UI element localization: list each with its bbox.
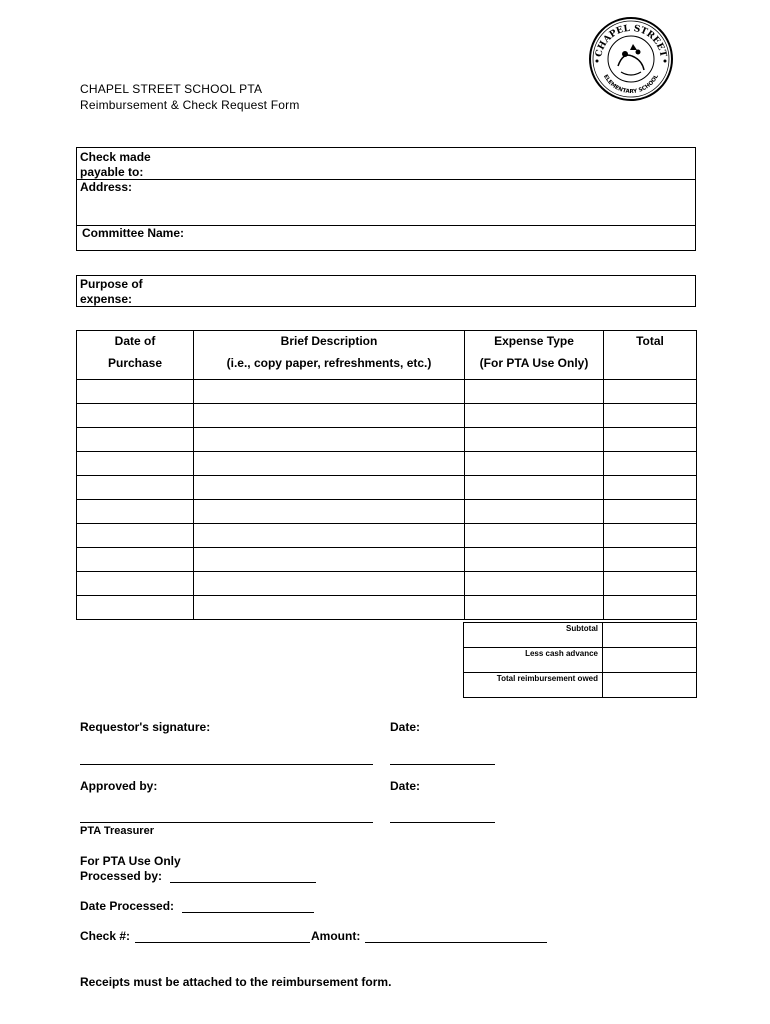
date-label-2: Date: — [390, 779, 421, 793]
total-owed-label: Total reimbursement owed — [464, 673, 603, 698]
logo-text-bottom: ELEMENTARY SCHOOL — [602, 73, 660, 96]
summary-table — [463, 622, 697, 698]
expense-table — [76, 330, 697, 620]
date-processed-label: Date Processed: — [80, 899, 175, 913]
date-label-1: Date: — [390, 720, 421, 734]
check-number-label: Check #: — [80, 929, 131, 943]
purpose-box — [76, 275, 696, 307]
form-title: Reimbursement & Check Request Form — [80, 98, 300, 112]
col-date-header: Date of Purchase — [77, 331, 194, 380]
table-row[interactable] — [77, 500, 697, 524]
table-row[interactable] — [77, 452, 697, 476]
pta-use-heading: For PTA Use Only — [80, 854, 181, 868]
check-number-line[interactable] — [135, 942, 310, 943]
col-expense-type-header: Expense Type (For PTA Use Only) — [465, 331, 604, 380]
col-description-header: Brief Description (i.e., copy paper, refreshments, etc.) — [194, 331, 465, 380]
approved-by-label: Approved by: — [80, 779, 158, 793]
table-row[interactable] — [77, 548, 697, 572]
table-row[interactable] — [77, 380, 697, 404]
table-row[interactable] — [77, 476, 697, 500]
payee-box — [76, 147, 696, 251]
col-total-header: Total — [604, 331, 697, 380]
table-row[interactable] — [77, 596, 697, 620]
svg-text:ELEMENTARY SCHOOL — [602, 73, 660, 95]
date-line-1[interactable] — [390, 764, 495, 765]
svg-text:CHAPEL STREET — [594, 24, 668, 59]
subtotal-label: Subtotal — [464, 623, 603, 648]
receipts-note: Receipts must be attached to the reimbursement form. — [80, 975, 392, 989]
table-row[interactable] — [77, 404, 697, 428]
expense-table-header — [77, 331, 697, 380]
requestor-signature-line[interactable] — [80, 764, 373, 765]
table-row[interactable] — [77, 428, 697, 452]
payable-to-label: Check made payable to: — [80, 150, 151, 179]
date-line-2[interactable] — [390, 822, 495, 823]
date-processed-line[interactable] — [182, 912, 314, 913]
table-row[interactable] — [77, 524, 697, 548]
amount-label: Amount: — [311, 929, 361, 943]
table-row[interactable] — [77, 572, 697, 596]
processed-by-line[interactable] — [170, 882, 316, 883]
processed-by-label: Processed by: — [80, 869, 163, 883]
subtotal-field[interactable] — [603, 623, 697, 648]
school-logo — [588, 16, 674, 102]
approved-signature-line[interactable] — [80, 822, 373, 823]
logo-text-top: CHAPEL STREET — [594, 23, 668, 59]
requestor-signature-label: Requestor's signature: — [80, 720, 211, 734]
treasurer-label: PTA Treasurer — [80, 825, 154, 837]
total-owed-field[interactable] — [603, 673, 697, 698]
address-label: Address: — [80, 180, 133, 194]
committee-name-label: Committee Name: — [82, 226, 185, 240]
org-name: CHAPEL STREET SCHOOL PTA — [80, 82, 263, 96]
cash-advance-field[interactable] — [603, 648, 697, 673]
amount-line[interactable] — [365, 942, 547, 943]
cash-advance-label: Less cash advance — [464, 648, 603, 673]
purpose-label: Purpose of expense: — [80, 277, 143, 306]
